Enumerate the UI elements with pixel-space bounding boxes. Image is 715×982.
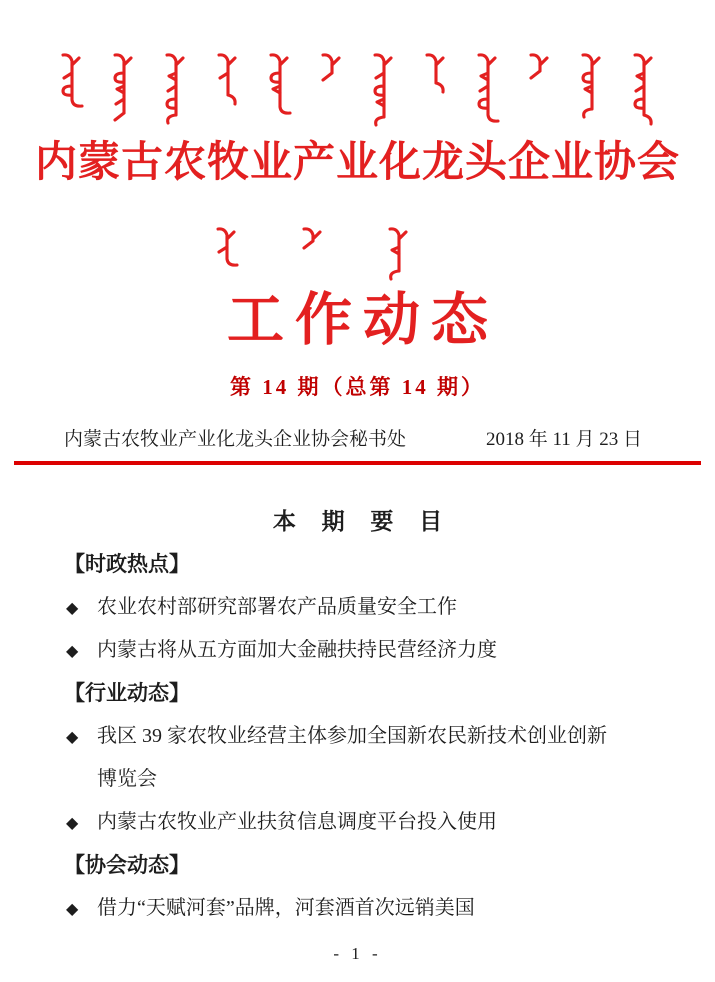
mongolian-word-glyph [318, 52, 346, 92]
mongolian-word-glyph [526, 52, 554, 90]
toc-item-text: 内蒙古将从五方面加大金融扶持民营经济力度 [97, 639, 497, 661]
mongolian-word-glyph [630, 52, 658, 134]
mongolian-word-glyph [58, 52, 86, 119]
toc-item [64, 801, 609, 844]
toc-heading: 本 期 要 目 [272, 509, 453, 534]
mongolian-word-glyph [266, 52, 294, 126]
mongolian-word-glyph [213, 226, 241, 278]
mongolian-word-glyph [110, 52, 138, 132]
mongolian-word-glyph [299, 226, 327, 260]
mongolian-word-glyph [422, 52, 450, 102]
toc-item-text: 我区 39 家农牧业经营主体参加全国新农民新技术创业创新博览会 [97, 725, 607, 790]
toc-item [64, 887, 609, 930]
page-number: - 1 - [333, 944, 382, 963]
mongolian-word-glyph [162, 52, 190, 134]
diamond-bullet-icon: ◆ [66, 598, 79, 617]
mongolian-word-glyph [474, 52, 502, 134]
diamond-bullet-icon: ◆ [66, 813, 79, 832]
diamond-bullet-icon: ◆ [66, 899, 79, 918]
issue-number-line: 第 14 期（总第 14 期） [230, 375, 485, 399]
publish-date: 2018 年 11 月 23 日 [485, 429, 642, 450]
toc-item [64, 586, 609, 629]
toc-section-title-politics: 【时政热点】 [64, 552, 190, 576]
mongolian-word-glyph [370, 52, 398, 136]
toc [0, 537, 715, 930]
diamond-bullet-icon: ◆ [66, 641, 79, 660]
bulletin-title: 工作动态 [227, 289, 499, 352]
mongolian-word-glyph [578, 52, 606, 128]
mongolian-word-glyph [214, 52, 242, 114]
red-divider-rule [14, 461, 701, 465]
toc-section-title-association: 【协会动态】 [64, 853, 190, 877]
diamond-bullet-icon: ◆ [66, 727, 79, 746]
toc-item-text: 农业农村部研究部署农产品质量安全工作 [97, 596, 457, 618]
toc-item [64, 715, 609, 801]
toc-section-title-industry: 【行业动态】 [64, 681, 190, 705]
mongolian-script-row-top [58, 52, 658, 138]
mongolian-word-glyph [385, 226, 413, 290]
publisher-row [0, 428, 715, 452]
toc-item-text: 内蒙古农牧业产业扶贫信息调度平台投入使用 [97, 811, 497, 833]
toc-item [64, 629, 609, 672]
organization-title: 内蒙古农牧业产业化龙头企业协会 [34, 140, 680, 186]
toc-item-text: 借力“天赋河套”品牌，河套酒首次远销美国 [97, 897, 475, 919]
publisher-name: 内蒙古农牧业产业化龙头企业协会秘书处 [64, 429, 407, 450]
mongolian-script-row-sub [213, 226, 413, 288]
